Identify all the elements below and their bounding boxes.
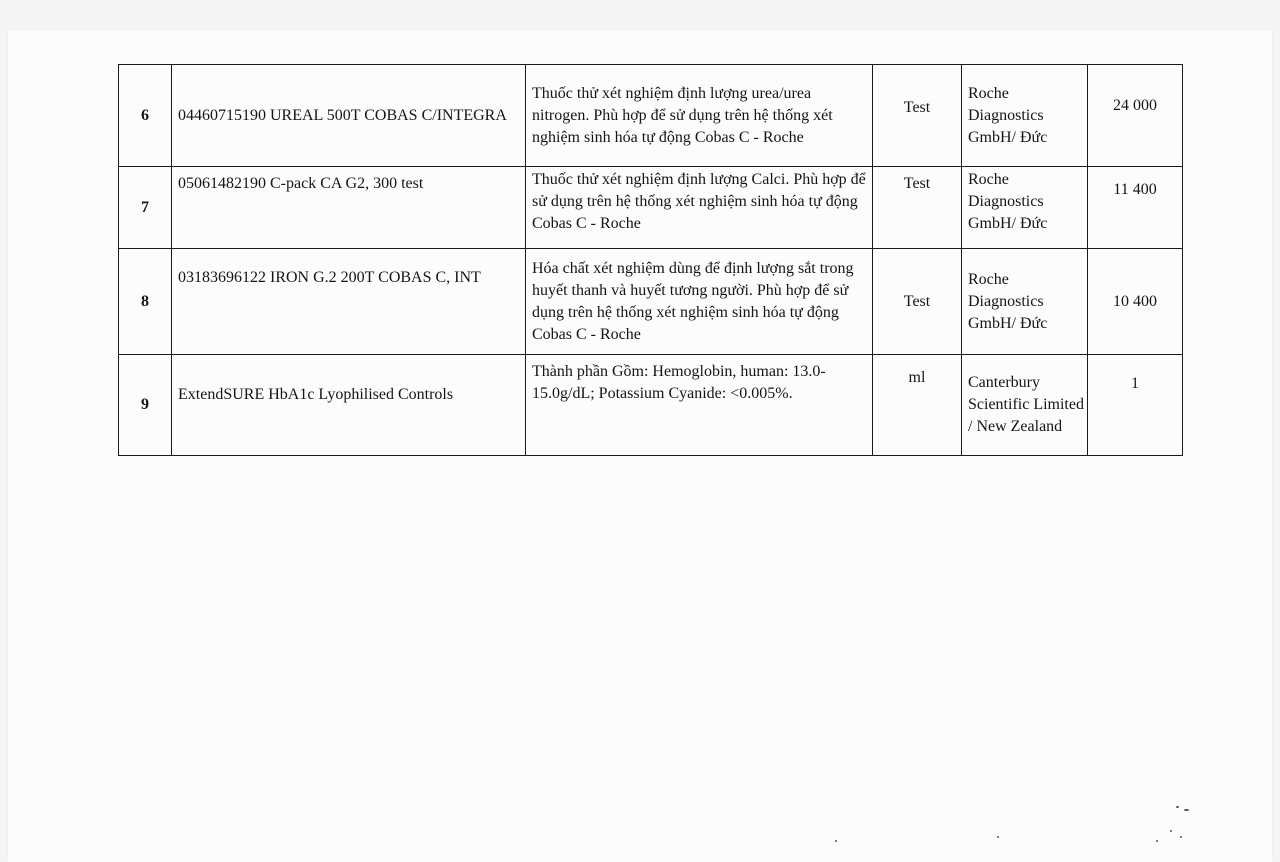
- unit-text: Test: [903, 98, 931, 116]
- product-name: [172, 355, 526, 456]
- manufacturer: Roche Diagnostics GmbH/ Đức: [962, 167, 1088, 249]
- scan-speck: [1176, 806, 1179, 808]
- quantity-text: 24 000: [1113, 96, 1157, 114]
- table-row: [119, 167, 1183, 249]
- product-name-text: ExtendSURE HbA1c Lyophilised Controls: [178, 386, 454, 403]
- row-number: 8: [119, 249, 172, 355]
- scan-speck: [1170, 830, 1172, 832]
- product-description: Thành phần Gồm: Hemoglobin, human: 13.0-15.0g/dL; Potassium Cyanide: <0.005%.: [526, 355, 873, 456]
- scan-speck: [1180, 836, 1182, 838]
- unit: [873, 65, 962, 167]
- manufacturer: Canterbury Scientific Limited / New Zealand: [962, 355, 1088, 456]
- product-description: Thuốc thử xét nghiệm định lượng Calci. Phù hợp để sử dụng trên hệ thống xét nghiệm sinh hóa tự động Cobas C - Roche: [526, 167, 873, 249]
- unit: Test: [873, 249, 962, 355]
- quantity: 1: [1088, 355, 1183, 456]
- manufacturer: Roche Diagnostics GmbH/ Đức: [962, 249, 1088, 355]
- manufacturer: Roche Diagnostics GmbH/ Đức: [962, 65, 1088, 167]
- product-name: 05061482190 C-pack CA G2, 300 test: [172, 167, 526, 249]
- scan-speck: [997, 836, 999, 838]
- product-table: [118, 64, 1183, 456]
- row-number: 9: [119, 355, 172, 456]
- table-row: [119, 355, 1183, 456]
- product-name: 03183696122 IRON G.2 200T COBAS C, INT: [172, 249, 526, 355]
- unit: Test: [873, 167, 962, 249]
- product-description: Thuốc thử xét nghiệm định lượng urea/urea nitrogen. Phù hợp để sử dụng trên hệ thống xét nghiệm sinh hóa tự động Cobas C - Roche: [526, 65, 873, 167]
- unit: ml: [873, 355, 962, 456]
- table-row: [119, 65, 1183, 167]
- scan-speck: [1184, 809, 1189, 811]
- product-description: Hóa chất xét nghiệm dùng để định lượng sắt trong huyết thanh và huyết tương người. Phù hợp để sử dụng trên hệ thống xét nghiệm sinh hóa tự động Cobas C - Roche: [526, 249, 873, 355]
- row-number: 7: [119, 167, 172, 249]
- quantity: 10 400: [1088, 249, 1183, 355]
- scan-speck: [1156, 840, 1158, 842]
- row-number: 6: [119, 65, 172, 167]
- quantity: 11 400: [1088, 167, 1183, 249]
- product-name: 04460715190 UREAL 500T COBAS C/INTEGRA: [172, 65, 526, 167]
- table-row: [119, 249, 1183, 355]
- quantity: [1088, 65, 1183, 167]
- scan-speck: [835, 840, 837, 842]
